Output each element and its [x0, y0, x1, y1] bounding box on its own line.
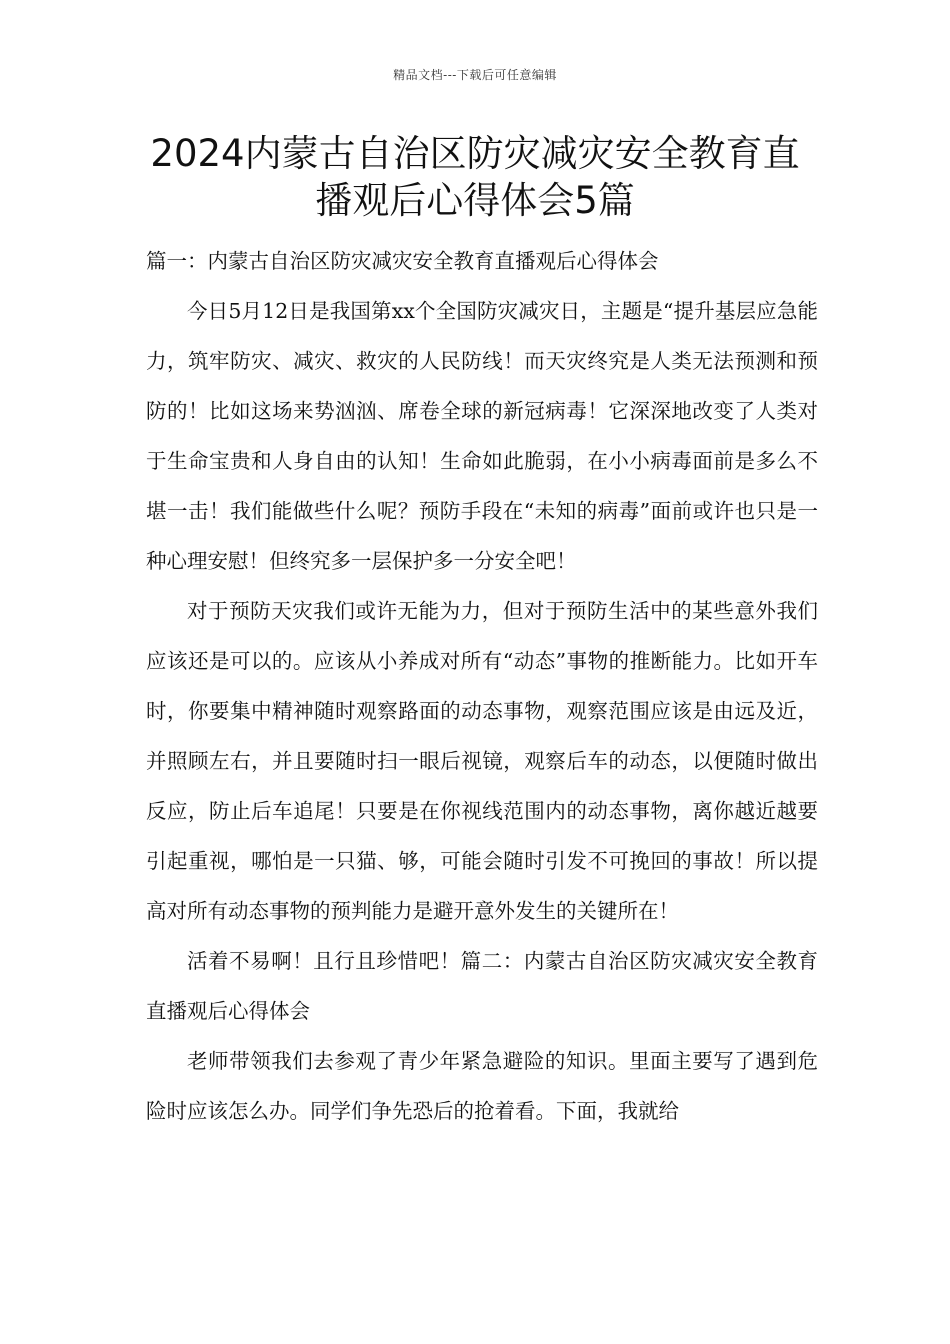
paragraph: 对于预防天灾我们或许无能为力，但对于预防生活中的某些意外我们应该还是可以的。应该从小养成对所有“动态”事物的推断能力。比如开车时，你要集中精神随时观察路面的动态事物，观察范围应该是由远及近，并照顾左右，并且要随时扫一眼后视镜，观察后车的动态，以便随时做出反应，防止后车追尾！只要是在你视线范围内的动态事物，离你越近越要引起重视，哪怕是一只猫、够，可能会随时引发不可挽回的事故！所以提高对所有动态事物的预判能力是避开意外发生的关键所在！: [146, 599, 818, 923]
paragraph: 老师带领我们去参观了青少年紧急避险的知识。里面主要写了遇到危险时应该怎么办。同学们争先恐后的抢着看。下面，我就给: [146, 1049, 818, 1123]
title-line-1: 2024内蒙古自治区防灾减灾安全教育直: [150, 132, 800, 175]
section-heading: 篇一：内蒙古自治区防灾减灾安全教育直播观后心得体会: [146, 249, 659, 273]
document-body: [146, 236, 818, 1136]
title-line-2: 播观后心得体会5篇: [315, 179, 635, 222]
paragraph: 活着不易啊！且行且珍惜吧！篇二：内蒙古自治区防灾减灾安全教育直播观后心得体会: [146, 949, 818, 1023]
paragraph: 今日5月12日是我国第xx个全国防灾减灾日，主题是“提升基层应急能力，筑牢防灾、减灾、救灾的人民防线！而天灾终究是人类无法预测和预防的！比如这场来势汹汹、席卷全球的新冠病毒！它深深地改变了人类对于生命宝贵和人身自由的认知！生命如此脆弱，在小小病毒面前是多么不堪一击！我们能做些什么呢？预防手段在“未知的病毒”面前或许也只是一种心理安慰！但终究多一层保护多一分安全吧！: [146, 299, 818, 573]
document-title: [120, 130, 830, 224]
header-note: 精品文档---下载后可任意编辑: [393, 68, 557, 82]
